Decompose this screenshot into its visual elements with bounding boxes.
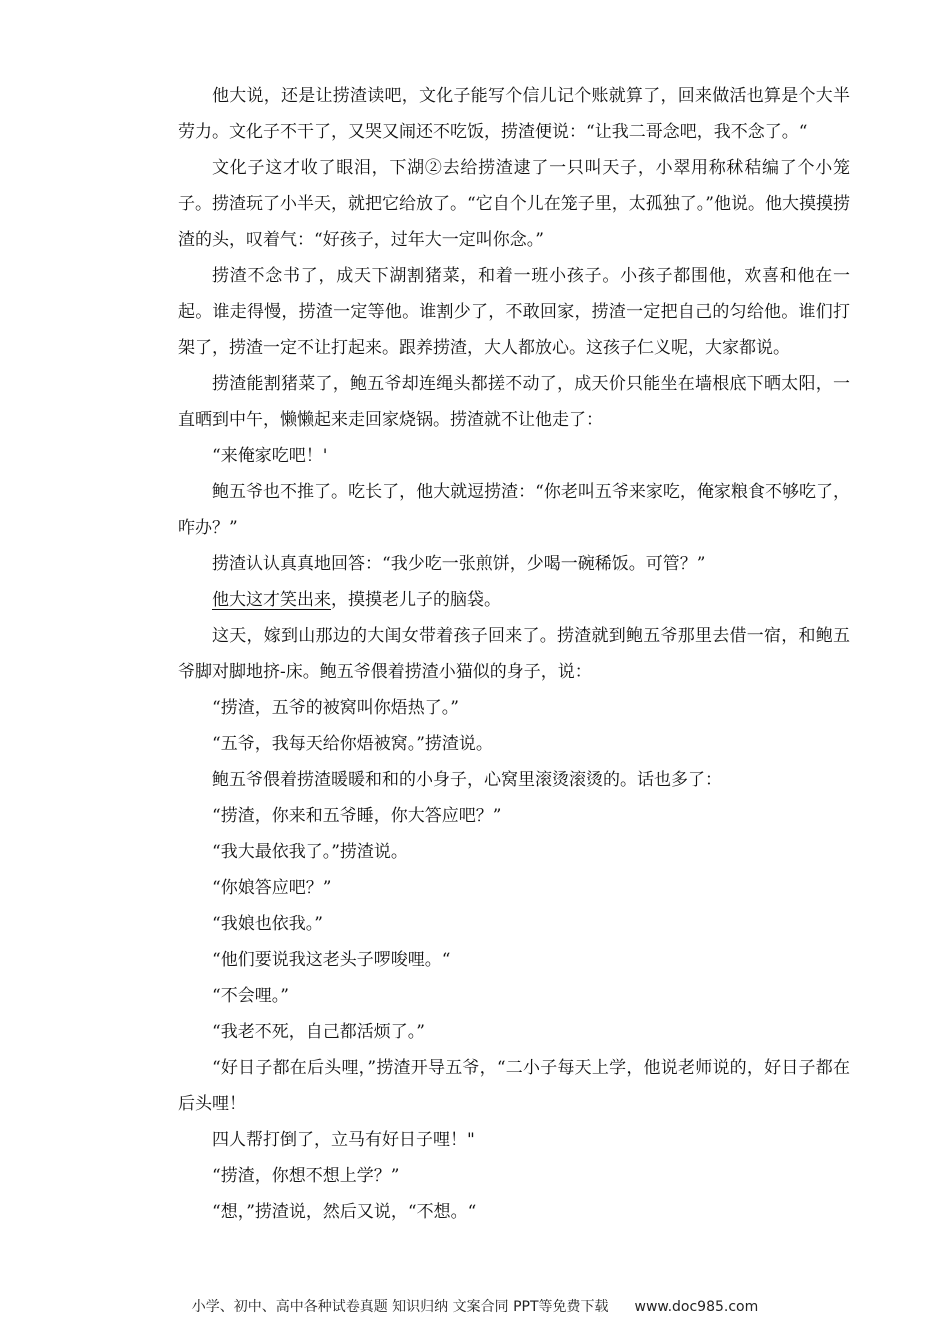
paragraph: “捞渣，五爷的被窝叫你焐热了。” [212, 698, 459, 718]
paragraph: “他们要说我这老头子啰唆哩。“ [212, 950, 451, 970]
underlined-phrase: 他大这才笑出来 [212, 590, 331, 610]
paragraph: “我大最依我了。”捞渣说。 [212, 842, 408, 862]
paragraph: “我娘也依我。” [212, 914, 323, 934]
paragraph: 他大说，还是让捞渣读吧，文化子能写个信儿记个账就算了，回来做活也算是个大半劳力。文化子不干了，又哭又闹还不吃饭，捞渣便说：“让我二哥念吧，我不念了。“ [178, 86, 850, 142]
paragraph: “想，”捞渣说，然后又说，“不想。“ [212, 1202, 477, 1222]
paragraph: 文化子这才收了眼泪，下湖②去给捞渣逮了一只叫天子，小翠用称秫秸编了个小笼子。捞渣玩了小半天，就把它给放了。“它自个儿在笼子里，太孤独了。”他说。他大摸摸捞渣的头，叹着气：“好孩子，过年大一定叫你念。” [178, 158, 850, 250]
paragraph: 捞渣认认真真地回答：“我少吃一张煎饼，少喝一碗稀饭。可管？” [212, 554, 706, 574]
paragraph: 四人帮打倒了，立马有好日子哩！" [212, 1130, 475, 1150]
paragraph: “我老不死，自己都活烦了。” [212, 1022, 425, 1042]
paragraph: 鲍五爷也不推了。吃长了，他大就逗捞渣：“你老叫五爷来家吃，俺家粮食不够吃了，咋办？” [178, 482, 850, 538]
paragraph: “捞渣，你想不想上学？” [212, 1166, 400, 1186]
paragraph-remainder: ，摸摸老儿子的脑袋。 [331, 590, 501, 610]
footer-slogan: 小学、初中、高中各种试卷真题 知识归纳 文案合同 PPT等免费下载 [191, 1299, 609, 1315]
paragraph: 这天，嫁到山那边的大闺女带着孩子回来了。捞渣就到鲍五爷那里去借一宿，和鲍五爷脚对脚地挤-床。鲍五爷偎着捞渣小猫似的身子，说： [178, 626, 850, 682]
paragraph: “好日子都在后头哩，”捞渣开导五爷，“二小子每天上学，他说老师说的，好日子都在后头哩！ [178, 1058, 850, 1114]
paragraph: “五爷，我每天给你焐被窝。”捞渣说。 [212, 734, 493, 754]
paragraph: “捞渣，你来和五爷睡，你大答应吧？” [212, 806, 502, 826]
page-footer [0, 1296, 950, 1316]
paragraph: 捞渣不念书了，成天下湖割猪菜，和着一班小孩子。小孩子都围他，欢喜和他在一起。谁走得慢，捞渣一定等他。谁割少了，不敢回家，捞渣一定把自己的匀给他。谁们打架了，捞渣一定不让打起来。跟养捞渣，大人都放心。这孩子仁义呢，大家都说。 [178, 266, 850, 358]
paragraph: “不会哩。” [212, 986, 289, 1006]
paragraph: “你娘答应吧？” [212, 878, 332, 898]
paragraph: 鲍五爷偎着捞渣暖暖和和的小身子，心窝里滚烫滚烫的。话也多了： [212, 770, 722, 790]
footer-site-link[interactable]: www.doc985.com [634, 1299, 759, 1315]
paragraph: 捞渣能割猪菜了，鲍五爷却连绳头都搓不动了，成天价只能坐在墙根底下晒太阳，一直晒到中午，懒懒起来走回家烧锅。捞渣就不让他走了： [178, 374, 850, 430]
paragraph-with-underline [178, 582, 850, 618]
article-body [178, 78, 850, 1230]
paragraph: “来俺家吃吧！' [212, 446, 328, 466]
